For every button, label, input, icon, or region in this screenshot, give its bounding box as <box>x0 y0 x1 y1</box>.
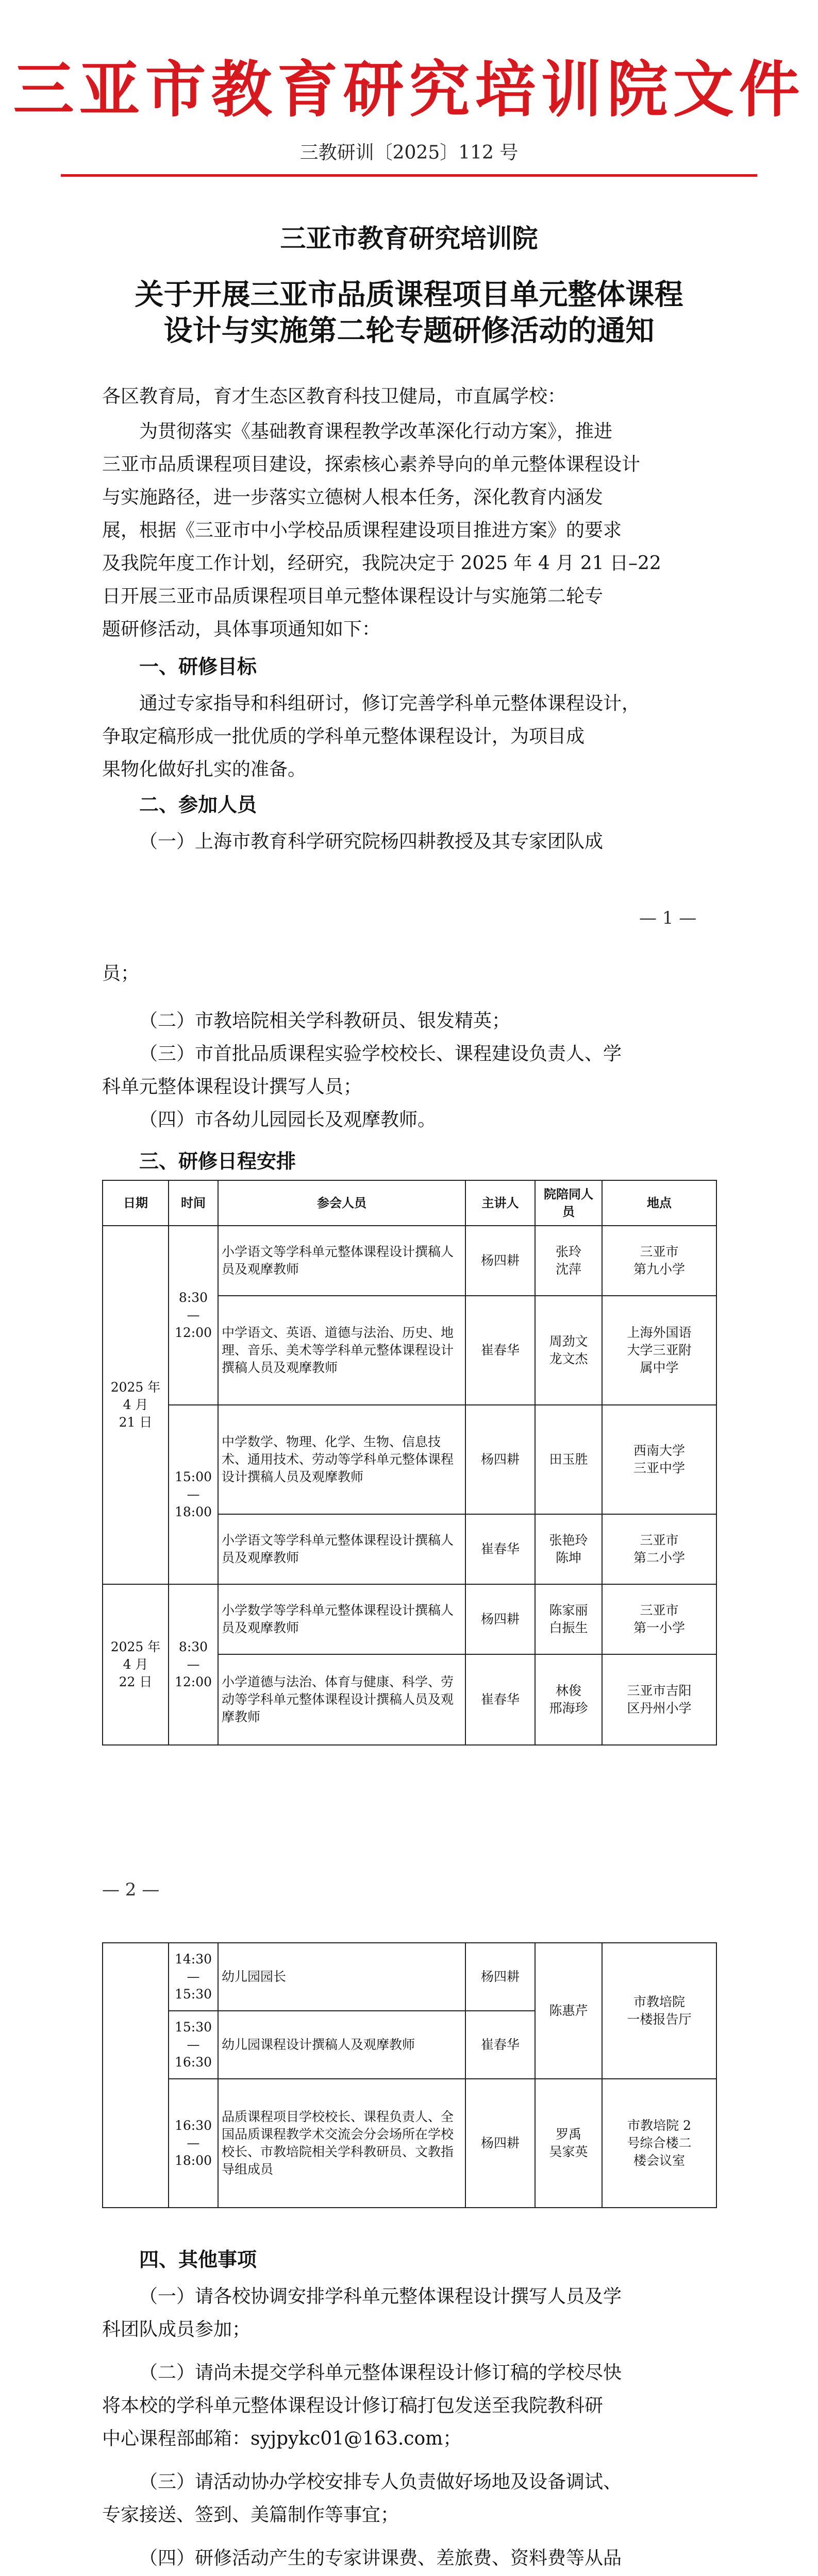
goals-line: 果物化做好扎实的准备。 <box>102 759 307 780</box>
section-heading-other: 四、其他事项 <box>139 2248 257 2271</box>
intro-line: 及我院年度工作计划，经研究，我院决定于 2025 年 4 月 21 日–22 <box>102 553 661 574</box>
section-heading-goals: 一、研修目标 <box>139 655 257 678</box>
participants-list <box>102 1005 716 1137</box>
speaker-cell: 崔春华 <box>465 2011 535 2079</box>
venue-cell: 上海外国语 大学三亚附 属中学 <box>602 1296 716 1405</box>
venue-cell: 三亚市吉阳 区丹州小学 <box>602 1654 716 1745</box>
intro-paragraph <box>102 415 716 646</box>
other-line: 科团队成员参加； <box>102 2319 251 2340</box>
speaker-cell: 崔春华 <box>465 1514 535 1584</box>
other-line: （一）请各校协调安排学科单元整体课程设计撰写人员及学 <box>139 2286 622 2307</box>
other-line: （四）研修活动产生的专家讲课费、差旅费、资料费等从品 <box>139 2548 622 2569</box>
venue-cell: 西南大学 三亚中学 <box>602 1405 716 1514</box>
section-heading-participants: 二、参加人员 <box>139 793 257 816</box>
attendees-cell: 小学数学等学科单元整体课程设计撰稿人员及观摩教师 <box>218 1584 465 1654</box>
section-heading-schedule: 三、研修日程安排 <box>139 1150 296 1173</box>
attendees-cell: 小学语文等学科单元整体课程设计撰稿人员及观摩教师 <box>218 1226 465 1296</box>
escort-cell: 陈家丽 白振生 <box>535 1584 602 1654</box>
participants-line: （三）市首批品质课程实验学校校长、课程建设负责人、学 <box>139 1043 622 1064</box>
table-row <box>103 1584 716 1654</box>
goals-paragraph <box>102 687 716 786</box>
time-cell: 15:30 — 16:30 <box>169 2011 218 2079</box>
notice-title-line2: 关于开展三亚市品质课程项目单元整体课程 <box>135 278 683 312</box>
time-cell: 16:30 — 18:00 <box>169 2079 218 2208</box>
table-row <box>103 1226 716 1296</box>
table-row <box>103 1943 716 2011</box>
attendees-cell: 品质课程项目学校校长、课程负责人、全国品质课程教学术交流会分会场所在学校校长、市教培院相关学科教研员、文教指导组成员 <box>218 2079 465 2208</box>
schedule-table-continued <box>102 1942 717 2208</box>
col-header-speaker: 主讲人 <box>465 1180 535 1226</box>
attendees-cell: 中学数学、物理、化学、生物、信息技术、通用技术、劳动等学科单元整体课程设计撰稿人员及观摩教师 <box>218 1405 465 1514</box>
date-cell: 2025 年 4 月 22 日 <box>103 1584 169 1745</box>
col-header-venue: 地点 <box>602 1180 716 1226</box>
time-cell: 15:00 — 18:00 <box>169 1405 218 1584</box>
red-divider-line <box>61 174 757 177</box>
attendees-cell: 小学语文等学科单元整体课程设计撰稿人员及观摩教师 <box>218 1514 465 1584</box>
page-number-1: — 1 — <box>639 908 697 928</box>
schedule-header-row <box>103 1180 716 1226</box>
intro-line: 展，根据《三亚市中小学校品质课程建设项目推进方案》的要求 <box>102 520 622 541</box>
attendees-cell: 中学语文、英语、道德与法治、历史、地理、音乐、美术等学科单元整体课程设计撰稿人员及观摩教师 <box>218 1296 465 1405</box>
participants-line: （四）市各幼儿园园长及观摩教师。 <box>139 1109 437 1130</box>
other-line: 将本校的学科单元整体课程设计修订稿打包发送至我院教科研 <box>102 2395 604 2416</box>
table-row <box>103 1405 716 1514</box>
other-line: 专家接送、签到、美篇制作等事宜； <box>102 2504 399 2526</box>
escort-cell: 张玲 沈萍 <box>535 1226 602 1296</box>
other-line: 中心课程部邮箱：syjpykc01@163.com； <box>102 2428 462 2449</box>
escort-cell: 林俊 邢海珍 <box>535 1654 602 1745</box>
intro-line: 与实施路径，进一步落实立德树人根本任务，深化教育内涵发 <box>102 487 604 508</box>
participants-item-1 <box>102 825 716 858</box>
intro-line: 为贯彻落实《基础教育课程教学改革深化行动方案》，推进 <box>139 421 613 442</box>
goals-line: 通过专家指导和科组研讨，修订完善学科单元整体课程设计， <box>139 693 641 714</box>
venue-cell: 三亚市 第二小学 <box>602 1514 716 1584</box>
document-number: 三教研训〔2025〕112 号 <box>299 142 519 163</box>
page-number-2: — 2 — <box>102 1879 160 1900</box>
schedule-table <box>102 1180 717 1745</box>
participants-line: （二）市教培院相关学科教研员、银发精英； <box>139 1010 511 1031</box>
participants-item-1-cont: 员； <box>102 963 140 984</box>
col-header-escort: 院陪同人员 <box>535 1180 602 1226</box>
speaker-cell: 杨四耕 <box>465 1943 535 2011</box>
col-header-time: 时间 <box>169 1180 218 1226</box>
time-cell: 14:30 — 15:30 <box>169 1943 218 2011</box>
speaker-cell: 杨四耕 <box>465 2079 535 2208</box>
other-line: （三）请活动协办学校安排专人负责做好场地及设备调试、 <box>139 2471 622 2493</box>
date-cell: 2025 年 4 月 21 日 <box>103 1226 169 1584</box>
attendees-cell: 幼儿园园长 <box>218 1943 465 2011</box>
col-header-attendees: 参会人员 <box>218 1180 465 1226</box>
intro-line: 日开展三亚市品质课程项目单元整体课程设计与实施第二轮专 <box>102 586 604 607</box>
org-header-title: 三亚市教育研究培训院文件 <box>13 54 805 125</box>
table-row <box>103 2079 716 2208</box>
escort-cell: 罗禹 吴家英 <box>535 2079 602 2208</box>
venue-cell: 三亚市 第九小学 <box>602 1226 716 1296</box>
date-cell <box>103 1943 169 2208</box>
notice-title-line3: 设计与实施第二轮专题研修活动的通知 <box>163 314 655 348</box>
intro-line: 题研修活动，具体事项通知如下： <box>102 619 381 640</box>
speaker-cell: 杨四耕 <box>465 1584 535 1654</box>
speaker-cell: 杨四耕 <box>465 1226 535 1296</box>
speaker-cell: 崔春华 <box>465 1654 535 1745</box>
participants-line: 科单元整体课程设计撰写人员； <box>102 1076 362 1097</box>
other-line: （二）请尚未提交学科单元整体课程设计修订稿的学校尽快 <box>139 2362 622 2383</box>
escort-cell: 田玉胜 <box>535 1405 602 1514</box>
speaker-cell: 杨四耕 <box>465 1405 535 1514</box>
venue-cell: 市教培院 2 号综合楼二 楼会议室 <box>602 2079 716 2208</box>
speaker-cell: 崔春华 <box>465 1296 535 1405</box>
other-items <box>102 2280 716 2576</box>
escort-cell: 张艳玲 陈坤 <box>535 1514 602 1584</box>
escort-cell: 陈惠芹 <box>535 1943 602 2079</box>
intro-line: 三亚市品质课程项目建设，探索核心素养导向的单元整体课程设计 <box>102 454 641 475</box>
attendees-cell: 小学道德与法治、体育与健康、科学、劳动等学科单元整体课程设计撰稿人员及观摩教师 <box>218 1654 465 1745</box>
time-cell: 8:30 — 12:00 <box>169 1226 218 1405</box>
participants-line: （一）上海市教育科学研究院杨四耕教授及其专家团队成 <box>139 831 604 852</box>
escort-cell: 周劲文 龙文杰 <box>535 1296 602 1405</box>
salutation: 各区教育局，育才生态区教育科技卫健局，市直属学校： <box>102 386 566 407</box>
goals-line: 争取定稿形成一批优质的学科单元整体课程设计，为项目成 <box>102 726 585 747</box>
venue-cell: 市教培院 一楼报告厅 <box>602 1943 716 2079</box>
time-cell: 8:30 — 12:00 <box>169 1584 218 1745</box>
col-header-date: 日期 <box>103 1180 169 1226</box>
attendees-cell: 幼儿园课程设计撰稿人及观摩教师 <box>218 2011 465 2079</box>
notice-title-line1: 三亚市教育研究培训院 <box>280 223 538 253</box>
venue-cell: 三亚市 第一小学 <box>602 1584 716 1654</box>
